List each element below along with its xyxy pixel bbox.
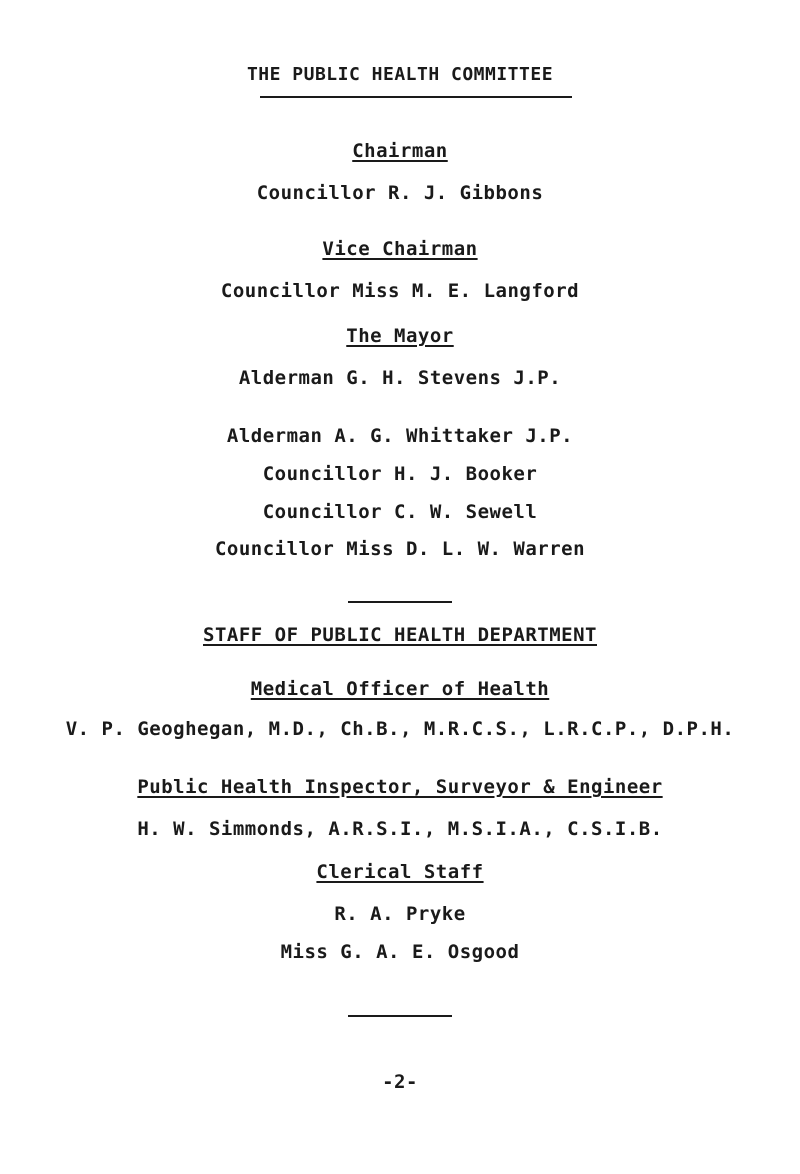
inspector-name: H. W. Simmonds, A.R.S.I., M.S.I.A., C.S.I.B. — [137, 818, 663, 840]
member-line: Councillor Miss D. L. W. Warren — [214, 538, 586, 560]
page-number: -2- — [382, 1071, 418, 1093]
member-line: Councillor H. J. Booker — [262, 463, 538, 485]
inspector-heading: Public Health Inspector, Surveyor & Engineer — [137, 776, 663, 798]
vice-chairman-name: Councillor Miss M. E. Langford — [220, 280, 580, 302]
clerical-member: R. A. Pryke — [334, 903, 466, 925]
member-line: Alderman A. G. Whittaker J.P. — [226, 425, 574, 447]
section-divider — [348, 601, 452, 603]
clerical-heading: Clerical Staff — [316, 861, 484, 883]
mayor-name: Alderman G. H. Stevens J.P. — [238, 367, 562, 389]
moh-name: V. P. Geoghegan, M.D., Ch.B., M.R.C.S., L.R.C.P., D.P.H. — [65, 718, 735, 740]
member-line: Councillor C. W. Sewell — [262, 501, 538, 523]
chairman-name: Councillor R. J. Gibbons — [256, 182, 544, 204]
staff-heading: STAFF OF PUBLIC HEALTH DEPARTMENT — [203, 624, 597, 646]
moh-heading: Medical Officer of Health — [250, 678, 550, 700]
section-divider — [348, 1015, 452, 1017]
page-title: THE PUBLIC HEALTH COMMITTEE — [246, 64, 554, 85]
title-rule — [260, 96, 572, 98]
chairman-heading: Chairman — [352, 140, 448, 162]
mayor-heading: The Mayor — [346, 325, 454, 347]
clerical-member: Miss G. A. E. Osgood — [280, 941, 520, 963]
vice-chairman-heading: Vice Chairman — [322, 238, 478, 260]
